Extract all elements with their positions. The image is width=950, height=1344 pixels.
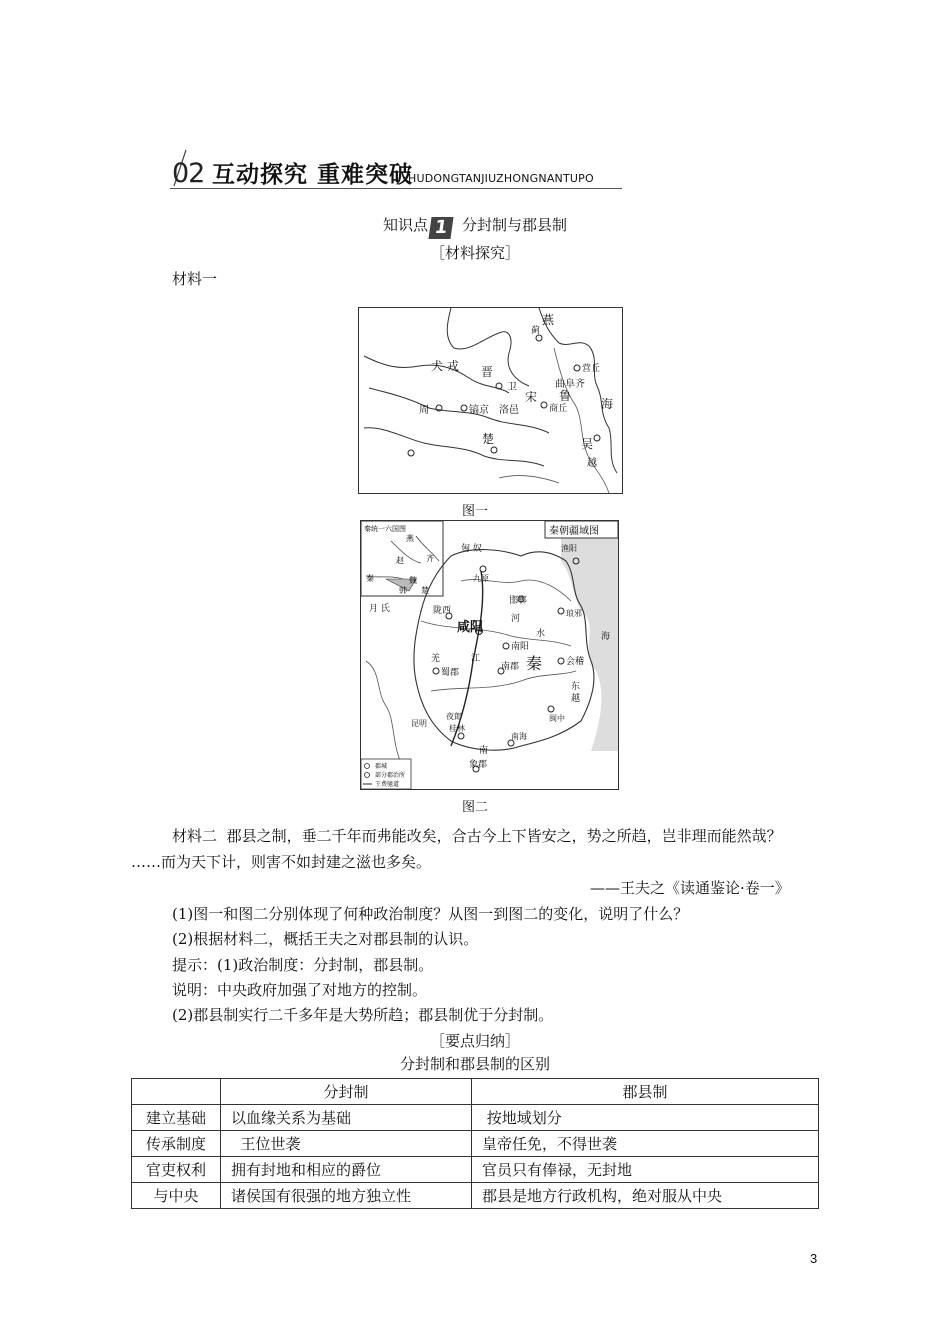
header-rule: [170, 188, 622, 189]
map1-label-lu: 鲁: [559, 389, 572, 403]
page-number: 3: [810, 1251, 818, 1266]
hint-3: (2)郡县制实行二千多年是大势所趋；郡县制优于分封制。: [172, 1006, 554, 1024]
map2-label-yuyang: 渔阳: [561, 544, 577, 553]
table-row: [132, 1183, 819, 1209]
knowledge-point-topic: 分封制与郡县制: [462, 216, 568, 234]
map2-label-nanyang: 南阳: [511, 642, 530, 652]
map2-label-xiangjun: 象郡: [469, 760, 488, 770]
map2-label-minzhong: 闽中: [549, 714, 565, 723]
map2-label-kuaiji: 会稽: [566, 657, 585, 667]
map1-label-yan: 燕: [542, 313, 555, 327]
table-header-row: [132, 1079, 819, 1105]
question-2: (2)根据材料二，概括王夫之对郡县制的认识。: [172, 930, 479, 948]
table-header-cell: 郡县制: [472, 1079, 819, 1105]
figure2-caption: 图二: [461, 800, 488, 815]
figure1-svg: [359, 308, 622, 493]
map1-label-quanrong: 犬 戎: [431, 359, 459, 373]
map1-label-jin: 晋: [481, 365, 494, 379]
map2-label-dong: 东: [571, 682, 581, 692]
table-cell: 以血缘关系为基础: [221, 1105, 472, 1131]
map2-label-langya: 琅邪: [566, 609, 582, 618]
map2-label-kunming: 昆明: [411, 719, 427, 728]
table-cell: 建立基础: [132, 1105, 221, 1131]
figure1-map: [358, 307, 623, 494]
map1-label-yingqiu: 营丘: [582, 364, 601, 374]
map2-legend-1: 部分郡治所: [375, 772, 406, 779]
map2-inset-title: 秦统一六国图: [364, 525, 406, 533]
map1-label-chu: 楚: [482, 432, 495, 446]
figure2-svg: [361, 521, 618, 789]
table-title: 分封制和郡县制的区别: [399, 1055, 550, 1073]
table-cell: 官员只有俸禄，无封地: [472, 1157, 819, 1183]
map1-label-luoyi: 洛邑: [499, 405, 519, 416]
map2-label-yueshi: 月 氏: [369, 604, 390, 614]
material-two-text1: 郡县之制，垂二千年而弗能改矣，合古今上下皆安之，势之所趋，岂非理而能然哉？: [226, 827, 782, 845]
map2-label-handan: 邯郸: [509, 596, 528, 606]
table-cell: 郡县是地方行政机构，绝对服从中央: [472, 1183, 819, 1209]
table-cell: 与中央: [132, 1183, 221, 1209]
table-row: [132, 1131, 819, 1157]
map2-label-qiang: 羌: [431, 654, 441, 664]
map2-inset-wei: 魏: [409, 576, 417, 585]
map2-inset-qi: 齐: [426, 554, 434, 563]
material-one-label: 材料一: [172, 270, 218, 288]
table-cell: 王位世袭: [221, 1131, 472, 1157]
map2-inset-zhao: 赵: [396, 556, 404, 565]
map2-label-jiang: 江: [471, 654, 481, 664]
material-two-source: ——王夫之《读通鉴论·卷一》: [590, 879, 790, 897]
map2-label-yue: 越: [571, 694, 581, 704]
map2-label-shui: 水: [536, 629, 546, 639]
map2-inset-chu: 楚: [421, 586, 429, 595]
material-two-line1: [172, 826, 782, 846]
map1-label-qufu: 曲阜齐: [555, 379, 585, 390]
section-header: [170, 148, 622, 190]
map2-label-xiongnu: 匈 奴: [461, 544, 482, 554]
material-two-label: 材料二: [172, 827, 218, 845]
figure2-map: [360, 520, 619, 790]
map1-label-wu: 吴: [581, 437, 594, 451]
map1-label-shangqiu: 商丘: [549, 404, 568, 414]
knowledge-point-index: 1: [428, 217, 453, 239]
map2-legend-2: 王费驰道: [375, 781, 400, 788]
map1-label-yue: 越: [587, 458, 597, 469]
map2-label-guilin: 桂林: [449, 724, 465, 733]
map2-legend-0: 郡城: [375, 763, 388, 770]
map1-label-hai: 海: [601, 397, 614, 411]
table-cell: 拥有封地和相应的爵位: [221, 1157, 472, 1183]
material-explore-label: ［材料探究］: [429, 244, 520, 262]
table-row: [132, 1157, 819, 1183]
knowledge-point-prefix: 知识点: [382, 216, 428, 234]
table-cell: 官吏权利: [132, 1157, 221, 1183]
map2-label-hai: 海: [601, 632, 611, 642]
question-1: (1)图一和图二分别体现了何种政治制度？从图一到图二的变化，说明了什么？: [172, 905, 689, 923]
table-cell: 传承制度: [132, 1131, 221, 1157]
map2-inset-qin: 秦: [366, 574, 374, 583]
map2-label-shujun: 蜀郡: [441, 668, 460, 678]
map2-label-nanhai: 南海: [511, 732, 527, 741]
map1-label-haojing: 镐京: [469, 405, 489, 416]
material-two-line2: ……而为天下计，则害不如封建之滋也多矣。: [131, 853, 432, 871]
map1-label-wei: 卫: [507, 382, 517, 393]
map2-label-jiuyuan: 九原: [473, 574, 489, 583]
map1-label-zhou: 周: [419, 405, 429, 416]
table-row: [132, 1105, 819, 1131]
map1-label-ji: 蓟: [531, 326, 541, 336]
table-header-cell: [132, 1079, 221, 1105]
map2-label-nan: 南: [479, 746, 489, 756]
hint-2: 说明：中央政府加强了对地方的控制。: [172, 981, 428, 999]
figure1-caption: 图一: [461, 504, 488, 519]
map2-label-qin-big: 秦: [526, 654, 543, 673]
table-header-cell: 分封制: [221, 1079, 472, 1105]
table-cell: 按地域划分: [472, 1105, 819, 1131]
map2-label-he: 河: [511, 614, 521, 624]
summary-label: ［要点归纳］: [429, 1032, 520, 1050]
map2-inset-han: 韩: [399, 586, 407, 595]
map2-inset-yan: 燕: [406, 534, 414, 543]
map2-main-title: 秦朝疆域图: [549, 526, 599, 537]
section-number: 02: [172, 158, 205, 189]
section-title: 互动探究 重难突破: [212, 162, 414, 188]
map1-label-song: 宋: [525, 390, 538, 404]
hint-1: 提示：(1)政治制度：分封制，郡县制。: [172, 956, 434, 974]
comparison-table: [131, 1078, 819, 1209]
section-pinyin: HUDONGTANJIUZHONGNANTUPO: [408, 172, 594, 185]
table-cell: 诸侯国有很强的地方独立性: [221, 1183, 472, 1209]
table-cell: 皇帝任免，不得世袭: [472, 1131, 819, 1157]
map2-label-xianyang: 咸阳: [457, 620, 484, 635]
map2-label-longxi: 陇西: [433, 606, 452, 616]
knowledge-point-heading: [0, 214, 950, 239]
map2-label-nanjun: 南郡: [501, 662, 520, 672]
map2-label-yelang: 夜郎: [446, 712, 462, 721]
